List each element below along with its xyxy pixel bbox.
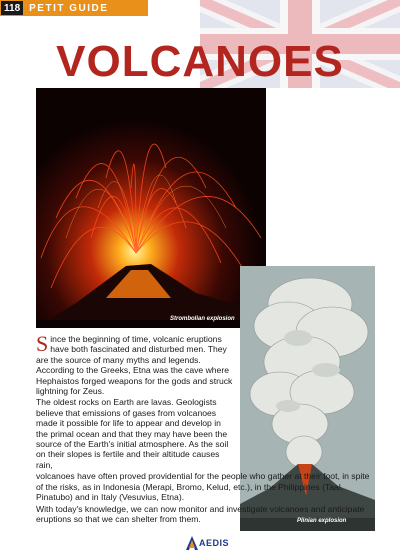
series-header: [0, 0, 148, 16]
article-body: [36, 331, 372, 525]
drop-cap: S: [36, 331, 49, 356]
paragraph-3: With today's knowledge, we can now monitor and investigate volcanoes and anticipate eruptions so that we can shelter from them.: [36, 503, 365, 524]
paragraph-2b: volcanoes have often proved providential for the people who gather at their foot, in spite of the risks, as in Indonesia (Merapi, Bromo, Kelud, etc.), in the Philippines (Taal, Pinatubo) and in Italy (Vesuvius, Etna).: [36, 471, 370, 503]
page-number: 118: [1, 1, 23, 15]
publisher-name: AEDIS: [199, 538, 230, 548]
eruption-photo: [36, 88, 266, 328]
illustration-caption: Plinian explosion: [297, 518, 347, 524]
publisher-logo: [186, 536, 229, 550]
paragraph-1: Since the beginning of time, volcanic eruptions have both fascinated and disturbed men. They are the source of many myths and legends. According to the Greeks, Etna was the cave where Hephaistos forged weapons for the gods and struck lightning for Zeus.: [36, 331, 233, 397]
page-title: VOLCANOES: [56, 37, 344, 86]
photo-caption: Strombolian explosion: [170, 316, 235, 322]
paragraph-2a: The oldest rocks on Earth are lavas. Geologists believe that emissions of gases from volcanoes made it possible for life to appear and develop in the primal ocean and that they may have been the source of the Earth's initial atmosphere. As the soil on their slopes is fertile and their altitude causes rain,: [36, 397, 229, 470]
series-name: PETIT GUIDE: [29, 2, 109, 14]
aedis-logo-icon: [186, 536, 198, 550]
